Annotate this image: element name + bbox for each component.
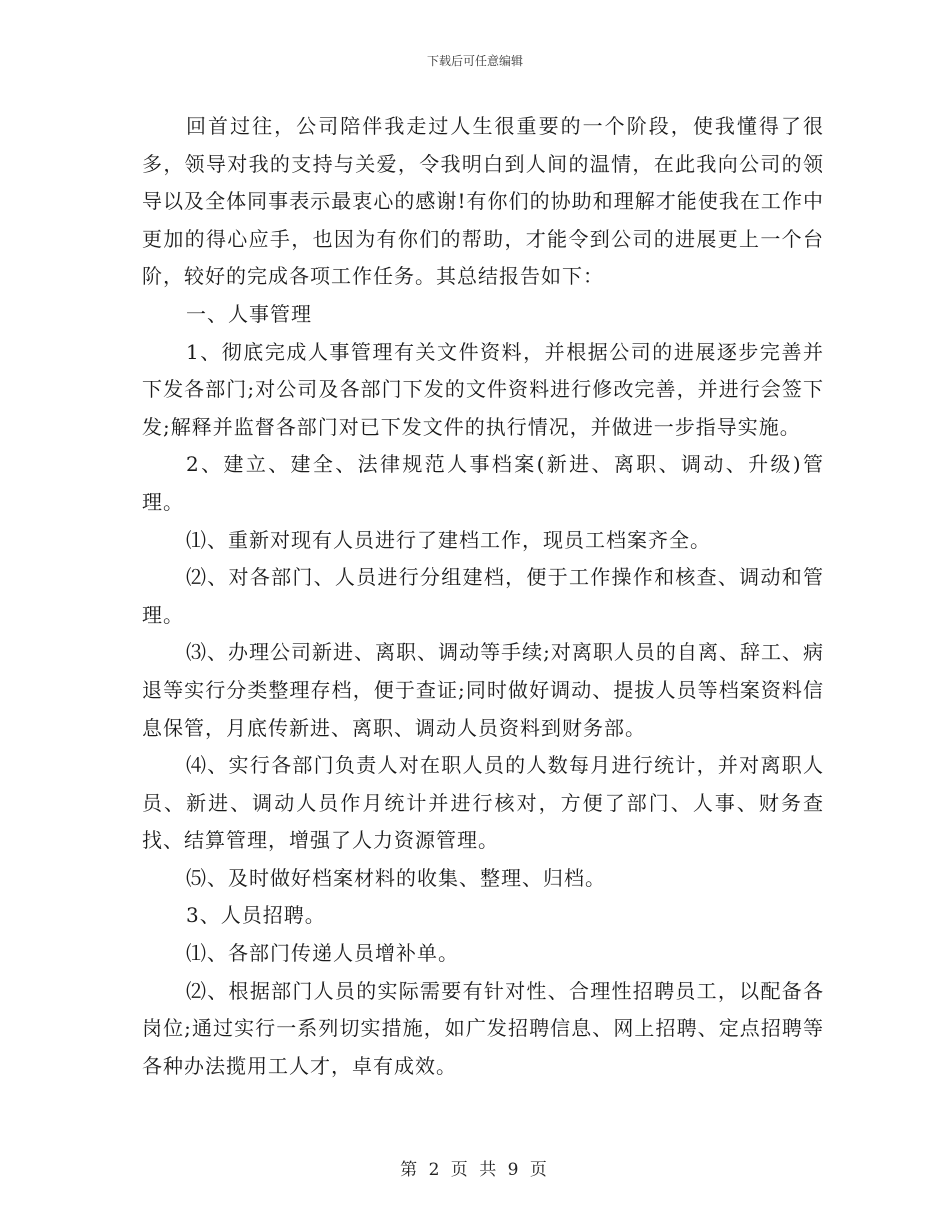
item-3-paragraph: 3、人员招聘。 [186, 903, 326, 928]
subitem-3-1-paragraph: ⑴、各部门传递人员增补单。 [186, 941, 459, 966]
intro-paragraph: 回首过往，公司陪伴我走过人生很重要的一个阶段，使我懂得了很多，领导对我的支持与关爱，令我明白到人间的温情，在此我向公司的领导以及全体同事表示最衷心的感谢!有你们的协助和理解才能使我在工作中更加的得心应手，也因为有你们的帮助，才能令到公司的进展更上一个台阶，较好的完成各项工作任务。其总结报告如下： [142, 114, 824, 289]
subitem-2-1-paragraph: ⑴、重新对现有人员进行了建档工作，现员工档案齐全。 [186, 527, 711, 552]
item-1-paragraph: 1、彻底完成人事管理有关文件资料，并根据公司的进展逐步完善并下发各部门;对公司及各部门下发的文件资料进行修改完善，并进行会签下发;解释并监督各部门对已下发文件的执行情况，并做进一步指导实施。 [142, 339, 824, 439]
section-heading-personnel: 一、人事管理 [186, 301, 312, 326]
subitem-2-2-paragraph: ⑵、对各部门、人员进行分组建档，便于工作操作和核查、调动和管理。 [142, 565, 824, 627]
subitem-2-4-paragraph: ⑷、实行各部门负责人对在职人员的人数每月进行统计，并对离职人员、新进、调动人员作月统计并进行核对，方便了部门、人事、财务查找、结算管理，增强了人力资源管理。 [142, 753, 824, 853]
page-header: 下载后可任意编辑 [426, 54, 523, 68]
subitem-3-2-paragraph: ⑵、根据部门人员的实际需要有针对性、合理性招聘员工，以配备各岗位;通过实行一系列切实措施，如广发招聘信息、网上招聘、定点招聘等各种办法揽用工人才，卓有成效。 [142, 978, 824, 1078]
item-2-paragraph: 2、建立、建全、法律规范人事档案(新进、离职、调动、升级)管理。 [142, 452, 824, 514]
subitem-2-3-paragraph: ⑶、办理公司新进、离职、调动等手续;对离职人员的自离、辞工、病退等实行分类整理存档，便于查证;同时做好调动、提拔人员等档案资料信息保管，月底传新进、离职、调动人员资料到财务部。 [142, 640, 824, 740]
page-footer: 第 2 页 共 9 页 [400, 1160, 550, 1180]
subitem-2-5-paragraph: ⑸、及时做好档案材料的收集、整理、归档。 [186, 865, 606, 890]
document-body [142, 108, 824, 1085]
